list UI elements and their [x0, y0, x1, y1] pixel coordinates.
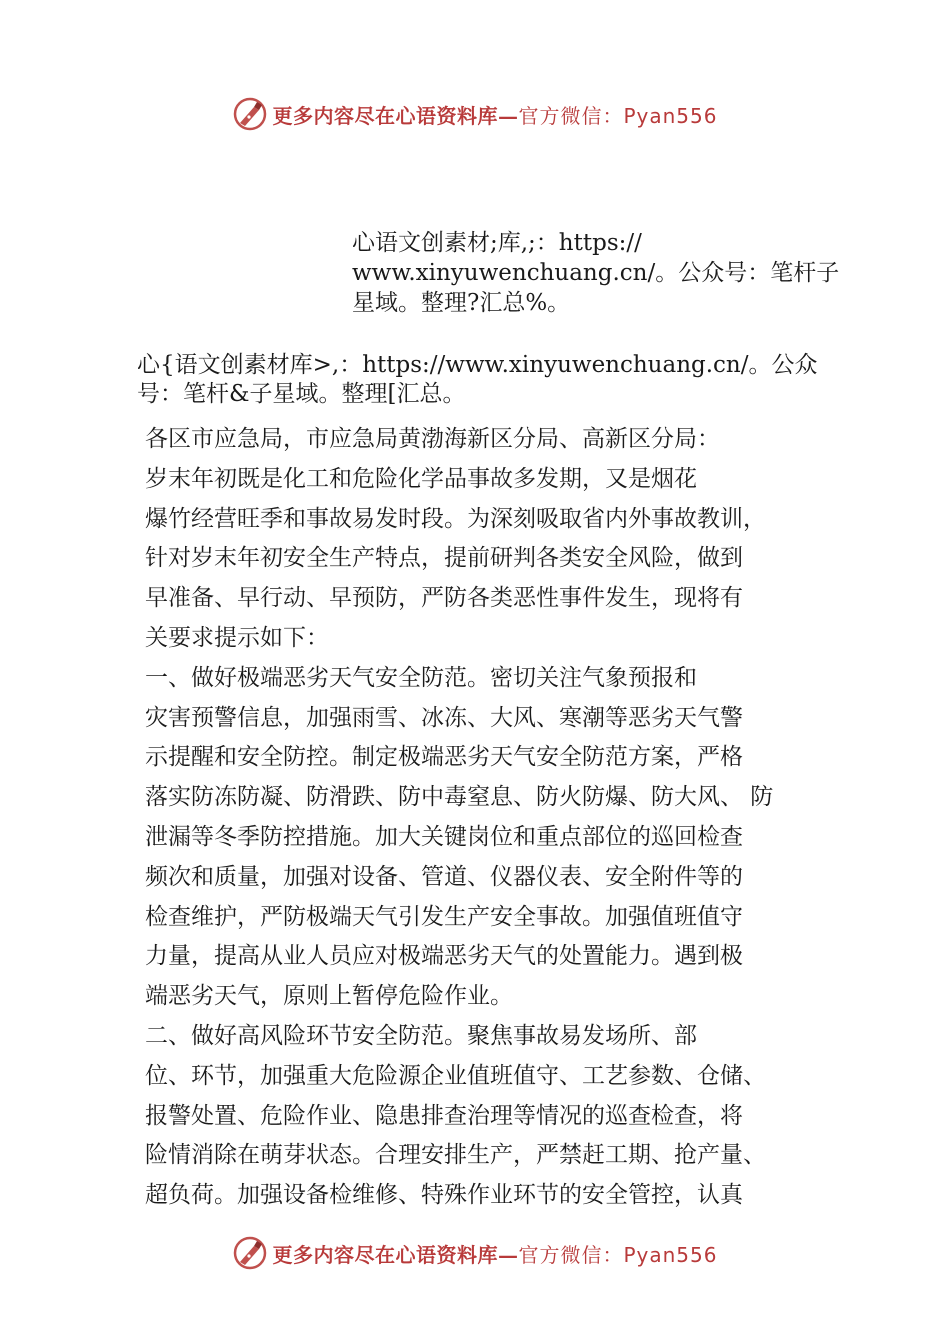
watermark-banner-top [0, 94, 950, 134]
pen-nib-icon [232, 1235, 268, 1271]
watermark-contact-text: 官方微信：Pyan556 [518, 1242, 718, 1267]
notice-body: 各区市应急局，市应急局黄渤海新区分局、高新区分局： 岁末年初既是化工和危险化学品事故多发期，又是烟花 爆竹经营旺季和事故易发时段。为深刻吸取省内外事故教训， 针对岁末年初安全生产特点，提前研判各类安全风险，做到 早准备、早行动、早预防，严防各类恶性事件发生，现将有 关要求提示如下： 一、做好极端恶劣天气安全防范。密切关注气象预报和 灾害预警信息，加强雨雪、冰冻、大风、寒潮等恶劣天气警 示提醒和安全防控。制定极端恶劣天气安全防范方案，严格 落实防冻防凝、防滑跌、防中毒窒息、防火防爆、防大风、 防 泄漏等冬季防控措施。加大关键岗位和重点部位的巡回检查 频次和质量，加强对设备、管道、仪器仪表、安全附件等的 检查维护，严防极端天气引发生产安全事故。加强值班值守 力量，提高从业人员应对极端恶劣天气的处置能力。遇到极 端恶劣天气，原则上暂停危险作业。 二、做好高风险环节安全防范。聚焦事故易发场所、部 位、环节，加强重大危险源企业值班值守、工艺参数、仓储、 报警处置、危险作业、隐患排查治理等情况的巡查检查，将 险情消除在萌芽状态。合理安排生产，严禁赶工期、抢产量、 超负荷。加强设备检维修、特殊作业环节的安全管控，认真 [145, 426, 774, 1209]
watermark-banner-bottom [0, 1233, 950, 1273]
pen-nib-icon [232, 96, 268, 132]
watermark-brand-text: 更多内容尽在心语资料库— [272, 1242, 519, 1267]
source-note-2: 心{语文创素材库>,：https://www.xinyuwenchuang.cn/。公众 号：笔杆&子星域。整理[汇总。 [137, 352, 818, 407]
source-note-1: 心语文创素材;库,;：https:// www.xinyuwenchuang.cn/。公众号：笔杆子 星域。整理?汇总%。 [352, 230, 840, 316]
watermark-brand-text: 更多内容尽在心语资料库— [272, 103, 519, 128]
watermark-contact-text: 官方微信：Pyan556 [518, 103, 718, 128]
